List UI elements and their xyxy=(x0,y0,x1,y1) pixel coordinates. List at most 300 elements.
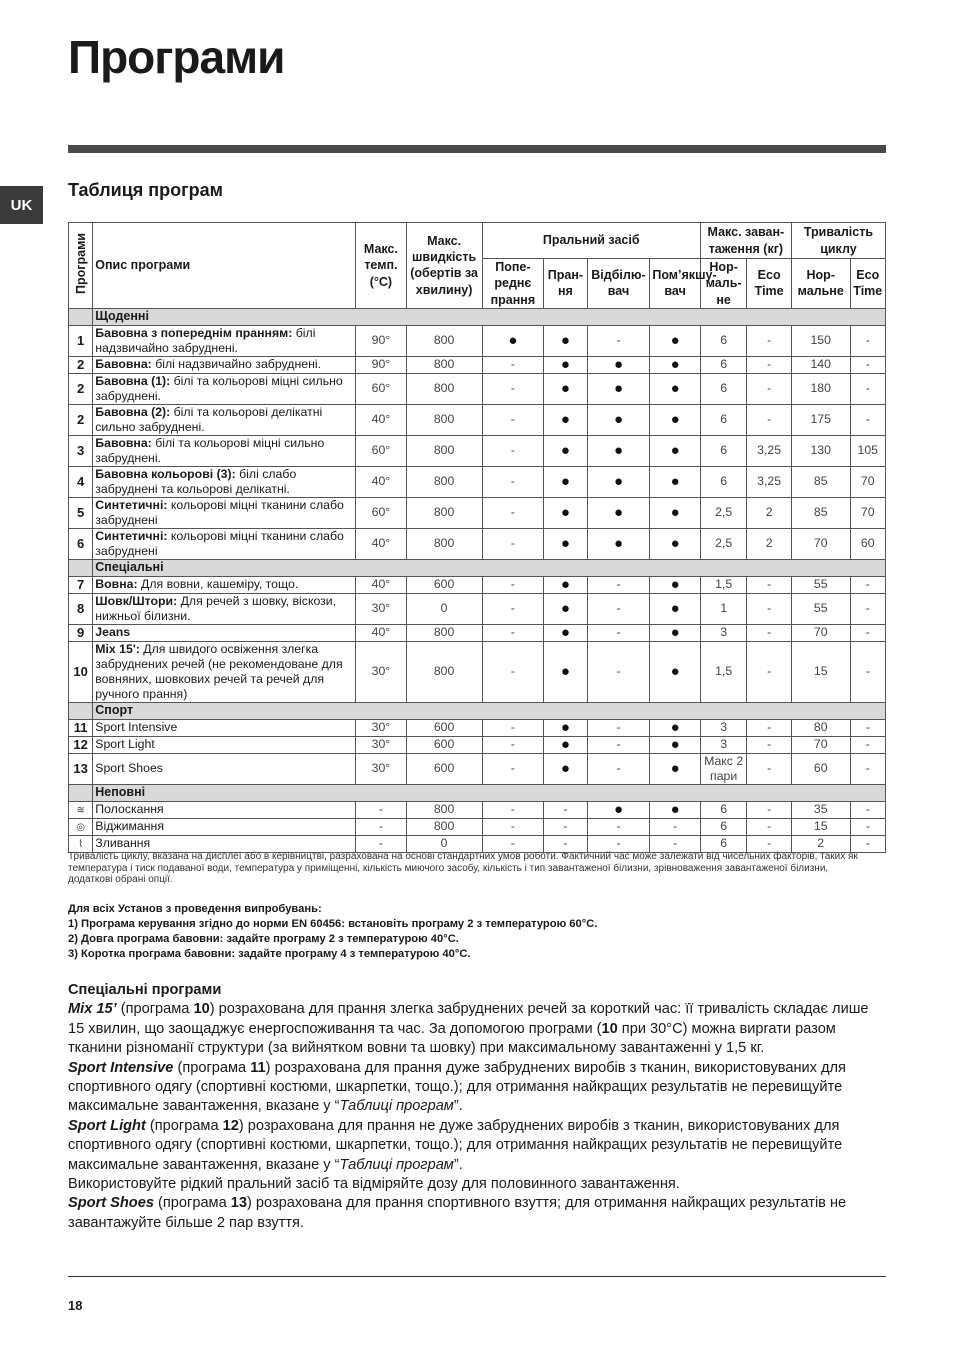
table-row xyxy=(69,753,886,784)
max-speed-cell: 800 xyxy=(406,528,482,559)
program-number: 12 xyxy=(222,1117,239,1134)
program-number: 4 xyxy=(69,466,93,497)
softener-cell: ● xyxy=(650,497,701,528)
header-load-eco: Eco Time xyxy=(747,259,792,309)
max-temp-cell: 40° xyxy=(356,528,407,559)
duration-eco-cell: - xyxy=(850,373,885,404)
header-programs: Програми xyxy=(69,223,93,309)
load-eco-cell: - xyxy=(747,593,792,624)
program-description xyxy=(93,576,356,593)
softener-cell: ● xyxy=(650,466,701,497)
bleach-cell: - xyxy=(587,818,650,835)
softener-cell: ● xyxy=(650,528,701,559)
table-row xyxy=(69,576,886,593)
duration-eco-cell: - xyxy=(850,818,885,835)
program-name: Mix 15’ xyxy=(68,1001,117,1018)
program-description xyxy=(93,373,356,404)
max-temp-cell: 60° xyxy=(356,497,407,528)
paragraph-text: (програма xyxy=(145,1117,223,1134)
max-temp-cell: 40° xyxy=(356,466,407,497)
table-row xyxy=(69,435,886,466)
header-duration-eco: Eco Time xyxy=(850,259,885,309)
program-number: 7 xyxy=(69,576,93,593)
wash-cell: ● xyxy=(544,356,587,373)
max-speed-cell: 600 xyxy=(406,719,482,736)
duration-normal-cell: 150 xyxy=(791,325,850,356)
prewash-cell: - xyxy=(482,373,544,404)
prewash-cell: - xyxy=(482,624,544,641)
paragraph-text: ) розрахована для прання злегка забруднених речей за короткий час: її тривалість складає лише 15 хвилин, що заощаджує енергоспоживання та час. За допомогою програми ( xyxy=(68,1001,869,1037)
program-number: 12 xyxy=(69,736,93,753)
softener-cell: ● xyxy=(650,435,701,466)
wash-cell: ● xyxy=(544,576,587,593)
program-description xyxy=(93,736,356,753)
test-institutes-item: 1) Програма керування згідно до норми EN 60456: встановіть програму 2 з температурою 60°C. xyxy=(68,918,598,931)
program-text: білі та кольорові делікатні сильно забруднені. xyxy=(95,404,323,434)
bleach-cell: ● xyxy=(587,466,650,497)
max-temp-cell: 90° xyxy=(356,356,407,373)
group-spacer xyxy=(69,559,93,576)
prewash-cell: - xyxy=(482,736,544,753)
bleach-cell: - xyxy=(587,576,650,593)
bleach-cell: - xyxy=(587,835,650,852)
bleach-cell: ● xyxy=(587,528,650,559)
wash-cell: ● xyxy=(544,497,587,528)
group-title: Щоденні xyxy=(93,308,886,325)
table-row xyxy=(69,835,886,852)
header-max-temp: Макс. темп. (°C) xyxy=(356,223,407,309)
duration-normal-cell: 2 xyxy=(791,835,850,852)
header-description: Опис програми xyxy=(93,223,356,309)
max-temp-cell: - xyxy=(356,818,407,835)
title-rule xyxy=(68,145,886,153)
prewash-cell: - xyxy=(482,593,544,624)
load-eco-cell: 3,25 xyxy=(747,466,792,497)
program-description xyxy=(93,404,356,435)
program-description xyxy=(93,325,356,356)
test-institutes-heading: Для всіх Установ з проведення випробувань: xyxy=(68,903,322,915)
prewash-cell: - xyxy=(482,497,544,528)
max-temp-cell: 40° xyxy=(356,576,407,593)
max-temp-cell: - xyxy=(356,801,407,818)
program-text: Полоскання xyxy=(95,802,164,817)
program-text: Віджимання xyxy=(95,819,165,834)
group-title: Спеціальні xyxy=(93,559,886,576)
program-number: 8 xyxy=(69,593,93,624)
paragraph-text: ”. xyxy=(453,1156,463,1173)
spin-icon: ◎ xyxy=(76,822,85,834)
test-institutes-block xyxy=(68,902,886,962)
rinse-icon: ≋ xyxy=(76,805,85,817)
paragraph-text: ) розрахована для прання дуже забруднених виробів з тканин, використовуваних для спортивного одягу (спортивні костюми, шкарпетки, тощо.); для отримання найкращих результатів не перевищуйте максимальне завантаження, вказане у “ xyxy=(68,1059,846,1115)
max-speed-cell: 800 xyxy=(406,818,482,835)
prewash-cell: ● xyxy=(482,325,544,356)
programs-table xyxy=(68,222,886,853)
load-normal-cell: 6 xyxy=(700,801,747,818)
program-title: Шовк/Штори: xyxy=(95,593,178,608)
paragraph-text: (програма xyxy=(153,1195,231,1212)
program-name: Sport Light xyxy=(68,1117,146,1134)
program-description xyxy=(93,818,356,835)
table-row xyxy=(69,497,886,528)
program-text: Для вовни, кашеміру, тощо. xyxy=(137,577,299,592)
header-duration-normal: Нор-мальне xyxy=(791,259,850,309)
max-temp-cell: 30° xyxy=(356,593,407,624)
load-normal-cell: 1 xyxy=(700,593,747,624)
group-row xyxy=(69,784,886,801)
page-number: 18 xyxy=(68,1298,83,1313)
load-normal-cell: 3 xyxy=(700,736,747,753)
table-row xyxy=(69,593,886,624)
table-row xyxy=(69,801,886,818)
max-speed-cell: 0 xyxy=(406,593,482,624)
program-title: Бавовна кольорові (3): xyxy=(95,466,236,481)
softener-cell: ● xyxy=(650,624,701,641)
program-name: Sport Intensive xyxy=(68,1059,174,1076)
program-description xyxy=(93,356,356,373)
wash-cell: ● xyxy=(544,641,587,702)
softener-cell: - xyxy=(650,818,701,835)
load-eco-cell: - xyxy=(747,818,792,835)
load-eco-cell: - xyxy=(747,736,792,753)
program-number: 10 xyxy=(193,1001,210,1018)
load-eco-cell: - xyxy=(747,356,792,373)
duration-normal-cell: 85 xyxy=(791,497,850,528)
duration-eco-cell: - xyxy=(850,835,885,852)
program-title: Jeans xyxy=(95,625,131,640)
header-max-speed: Макс. швидкість (обертів за хвилину) xyxy=(406,223,482,309)
prewash-cell: - xyxy=(482,835,544,852)
max-temp-cell: 30° xyxy=(356,753,407,784)
duration-eco-cell: - xyxy=(850,624,885,641)
duration-eco-cell: 60 xyxy=(850,528,885,559)
program-description xyxy=(93,624,356,641)
duration-normal-cell: 70 xyxy=(791,736,850,753)
duration-normal-cell: 175 xyxy=(791,404,850,435)
duration-normal-cell: 60 xyxy=(791,753,850,784)
program-number: 2 xyxy=(69,356,93,373)
duration-eco-cell: - xyxy=(850,325,885,356)
wash-cell: ● xyxy=(544,736,587,753)
wash-cell: ● xyxy=(544,528,587,559)
wash-cell: ● xyxy=(544,719,587,736)
program-text: білі та кольорові міцні сильно забруднені. xyxy=(95,373,343,403)
table-reference: Таблиці програм xyxy=(339,1098,454,1115)
duration-normal-cell: 140 xyxy=(791,356,850,373)
load-eco-cell: - xyxy=(747,624,792,641)
program-description xyxy=(93,466,356,497)
program-title: Синтетичні: xyxy=(95,497,168,512)
load-normal-cell: 3 xyxy=(700,719,747,736)
duration-eco-cell: 105 xyxy=(850,435,885,466)
load-normal-cell: Макс 2 пари xyxy=(700,753,747,784)
program-number: 10 xyxy=(69,641,93,702)
program-title: Бавовна (2): xyxy=(95,404,171,419)
duration-normal-cell: 55 xyxy=(791,576,850,593)
prewash-cell: - xyxy=(482,753,544,784)
table-row xyxy=(69,373,886,404)
max-temp-cell: 40° xyxy=(356,404,407,435)
program-text: Sport Intensive xyxy=(95,720,178,735)
load-eco-cell: - xyxy=(747,801,792,818)
prewash-cell: - xyxy=(482,801,544,818)
header-duration: Тривалість циклу xyxy=(791,223,885,259)
duration-eco-cell: - xyxy=(850,356,885,373)
load-normal-cell: 6 xyxy=(700,835,747,852)
load-normal-cell: 1,5 xyxy=(700,641,747,702)
duration-eco-cell: - xyxy=(850,736,885,753)
program-text: Sport Shoes xyxy=(95,761,163,776)
program-text: білі надзвичайно забруднені. xyxy=(151,357,322,372)
table-row xyxy=(69,736,886,753)
program-number: 13 xyxy=(69,753,93,784)
max-speed-cell: 600 xyxy=(406,576,482,593)
paragraph-text: (програма xyxy=(116,1001,194,1018)
program-description xyxy=(93,753,356,784)
wash-cell: ● xyxy=(544,404,587,435)
duration-normal-cell: 130 xyxy=(791,435,850,466)
softener-cell: ● xyxy=(650,719,701,736)
program-description xyxy=(93,435,356,466)
load-eco-cell: 3,25 xyxy=(747,435,792,466)
max-temp-cell: 90° xyxy=(356,325,407,356)
paragraph-text: ) розрахована для прання спортивного взуття; для отримання найкращих результатів не завантажуйте більше 2 пар взуття. xyxy=(68,1195,847,1231)
softener-cell: ● xyxy=(650,593,701,624)
max-temp-cell: 60° xyxy=(356,435,407,466)
duration-footnote: Тривалість циклу, вказана на дисплеї або в керівництві, разрахована на основі стандартних умов роботи. Фактичний час може залежати від чисельних факторів, таких як температура і тиск подаваної води, температура у приміщенні, кількість миючого засобу, кількість і тип завантаженої білизни, зрівноваження завантаженої білизни, додаткові обрані опції. xyxy=(68,851,858,885)
prewash-cell: - xyxy=(482,576,544,593)
load-eco-cell: - xyxy=(747,404,792,435)
program-text: кольорові міцні тканини слабо забруднені xyxy=(95,528,344,558)
load-eco-cell: - xyxy=(747,641,792,702)
program-icon-cell xyxy=(69,818,93,835)
load-normal-cell: 2,5 xyxy=(700,497,747,528)
max-temp-cell: 40° xyxy=(356,624,407,641)
prewash-cell: - xyxy=(482,719,544,736)
max-temp-cell: 60° xyxy=(356,373,407,404)
program-text: Для речей з шовку, віскози, нижньої білизни. xyxy=(95,593,337,623)
duration-eco-cell: - xyxy=(850,404,885,435)
program-description xyxy=(93,719,356,736)
drain-icon: ⌇ xyxy=(78,839,84,851)
program-title: Бавовна (1): xyxy=(95,373,171,388)
bleach-cell: ● xyxy=(587,435,650,466)
duration-eco-cell: - xyxy=(850,753,885,784)
program-description xyxy=(93,593,356,624)
bleach-cell: - xyxy=(587,719,650,736)
load-eco-cell: - xyxy=(747,325,792,356)
program-text: Sport Light xyxy=(95,737,155,752)
duration-eco-cell: 70 xyxy=(850,497,885,528)
load-normal-cell: 6 xyxy=(700,435,747,466)
program-text: Зливання xyxy=(95,836,151,851)
program-number: 13 xyxy=(230,1195,247,1212)
softener-cell: ● xyxy=(650,373,701,404)
sport-intensive-paragraph xyxy=(68,1059,886,1117)
duration-eco-cell: - xyxy=(850,641,885,702)
max-speed-cell: 800 xyxy=(406,624,482,641)
prewash-cell: - xyxy=(482,404,544,435)
load-normal-cell: 3 xyxy=(700,624,747,641)
program-title: Бавовна: xyxy=(95,357,152,372)
bleach-cell: - xyxy=(587,736,650,753)
load-normal-cell: 6 xyxy=(700,818,747,835)
program-number: 6 xyxy=(69,528,93,559)
load-eco-cell: 2 xyxy=(747,497,792,528)
bleach-cell: ● xyxy=(587,356,650,373)
program-title: Синтетичні: xyxy=(95,528,168,543)
bleach-cell: ● xyxy=(587,801,650,818)
softener-cell: ● xyxy=(650,576,701,593)
load-normal-cell: 6 xyxy=(700,404,747,435)
bleach-cell: - xyxy=(587,325,650,356)
sport-light-paragraph xyxy=(68,1117,886,1175)
load-normal-cell: 1,5 xyxy=(700,576,747,593)
program-icon-cell xyxy=(69,835,93,852)
program-title: Бавовна з попереднім пранням: xyxy=(95,325,293,340)
max-speed-cell: 600 xyxy=(406,753,482,784)
max-temp-cell: 30° xyxy=(356,736,407,753)
program-description xyxy=(93,641,356,702)
duration-normal-cell: 15 xyxy=(791,818,850,835)
program-number: 1 xyxy=(69,325,93,356)
program-text: білі надзвичайно забруднені. xyxy=(95,325,316,355)
program-text: білі та кольорові міцні сильно забруднені. xyxy=(95,435,325,465)
softener-cell: ● xyxy=(650,641,701,702)
load-eco-cell: - xyxy=(747,576,792,593)
duration-eco-cell: - xyxy=(850,576,885,593)
program-title: Бавовна: xyxy=(95,435,152,450)
special-programs-heading: Спеціальні програми xyxy=(68,982,222,998)
bleach-cell: - xyxy=(587,753,650,784)
duration-eco-cell: 70 xyxy=(850,466,885,497)
load-normal-cell: 6 xyxy=(700,466,747,497)
sport-shoes-paragraph xyxy=(68,1194,886,1233)
program-name: Sport Shoes xyxy=(68,1195,154,1212)
max-temp-cell: 30° xyxy=(356,641,407,702)
load-eco-cell: - xyxy=(747,719,792,736)
bleach-cell: - xyxy=(587,624,650,641)
wash-cell: - xyxy=(544,801,587,818)
table-row xyxy=(69,404,886,435)
softener-cell: ● xyxy=(650,356,701,373)
softener-cell: ● xyxy=(650,801,701,818)
table-row xyxy=(69,719,886,736)
header-max-load: Макс. заван-таження (кг) xyxy=(700,223,791,259)
header-bleach: Відбілю-вач xyxy=(587,259,650,309)
group-spacer xyxy=(69,702,93,719)
header-load-normal: Нор-маль-не xyxy=(700,259,747,309)
softener-cell: - xyxy=(650,835,701,852)
duration-eco-cell: - xyxy=(850,593,885,624)
program-description xyxy=(93,528,356,559)
load-normal-cell: 6 xyxy=(700,373,747,404)
duration-normal-cell: 180 xyxy=(791,373,850,404)
language-tab: UK xyxy=(0,186,43,224)
max-speed-cell: 800 xyxy=(406,466,482,497)
bleach-cell: - xyxy=(587,641,650,702)
table-row xyxy=(69,624,886,641)
prewash-cell: - xyxy=(482,356,544,373)
test-institutes-item: 2) Довга програма бавовни: задайте програму 2 з температурою 40°C. xyxy=(68,933,459,946)
wash-cell: ● xyxy=(544,466,587,497)
group-spacer xyxy=(69,308,93,325)
header-softener: Пом’якшу-вач xyxy=(650,259,701,309)
prewash-cell: - xyxy=(482,641,544,702)
header-detergent: Пральний засіб xyxy=(482,223,700,259)
max-speed-cell: 800 xyxy=(406,373,482,404)
load-normal-cell: 6 xyxy=(700,356,747,373)
max-speed-cell: 800 xyxy=(406,404,482,435)
program-number: 3 xyxy=(69,435,93,466)
header-prewash: Попе-реднє прання xyxy=(482,259,544,309)
max-speed-cell: 0 xyxy=(406,835,482,852)
program-number: 9 xyxy=(69,624,93,641)
program-number: 11 xyxy=(250,1059,266,1076)
group-title: Неповні xyxy=(93,784,886,801)
load-eco-cell: - xyxy=(747,835,792,852)
load-normal-cell: 2,5 xyxy=(700,528,747,559)
bleach-cell: ● xyxy=(587,373,650,404)
table-reference: Таблиці програм xyxy=(339,1156,454,1173)
group-row xyxy=(69,702,886,719)
max-speed-cell: 800 xyxy=(406,325,482,356)
max-speed-cell: 800 xyxy=(406,801,482,818)
program-icon-cell xyxy=(69,801,93,818)
special-programs-section xyxy=(68,981,886,1233)
max-speed-cell: 800 xyxy=(406,435,482,466)
program-number: 2 xyxy=(69,404,93,435)
table-row xyxy=(69,641,886,702)
duration-normal-cell: 70 xyxy=(791,528,850,559)
load-eco-cell: - xyxy=(747,373,792,404)
program-text: білі слабо забруднені та кольорові делікатні. xyxy=(95,466,297,496)
program-text: кольорові міцні тканини слабо забруднені xyxy=(95,497,344,527)
wash-cell: - xyxy=(544,818,587,835)
max-speed-cell: 600 xyxy=(406,736,482,753)
program-description xyxy=(93,497,356,528)
group-spacer xyxy=(69,784,93,801)
wash-cell: ● xyxy=(544,373,587,404)
prewash-cell: - xyxy=(482,435,544,466)
duration-normal-cell: 80 xyxy=(791,719,850,736)
duration-eco-cell: - xyxy=(850,801,885,818)
wash-cell: ● xyxy=(544,753,587,784)
prewash-cell: - xyxy=(482,466,544,497)
wash-cell: ● xyxy=(544,624,587,641)
bleach-cell: ● xyxy=(587,497,650,528)
duration-normal-cell: 55 xyxy=(791,593,850,624)
wash-cell: ● xyxy=(544,593,587,624)
paragraph-text: ”. xyxy=(453,1098,463,1115)
max-temp-cell: 30° xyxy=(356,719,407,736)
test-institutes-item: 3) Коротка програма бавовни: задайте програму 4 з температурою 40°C. xyxy=(68,948,471,961)
group-row xyxy=(69,559,886,576)
table-row xyxy=(69,356,886,373)
softener-cell: ● xyxy=(650,325,701,356)
softener-cell: ● xyxy=(650,404,701,435)
duration-eco-cell: - xyxy=(850,719,885,736)
paragraph-text: ) розрахована для прання не дуже забруднених виробів з тканин, використовуваних для спортивного одягу (спортивні костюми, шкарпетки, тощо.); для отримання найкращих результатів не перевищуйте максимальне завантаження, вказане у “ xyxy=(68,1117,843,1173)
program-number: 2 xyxy=(69,373,93,404)
max-speed-cell: 800 xyxy=(406,641,482,702)
load-eco-cell: 2 xyxy=(747,528,792,559)
wash-cell: ● xyxy=(544,435,587,466)
paragraph-text: (програма xyxy=(173,1059,251,1076)
max-speed-cell: 800 xyxy=(406,356,482,373)
softener-cell: ● xyxy=(650,736,701,753)
prewash-cell: - xyxy=(482,528,544,559)
